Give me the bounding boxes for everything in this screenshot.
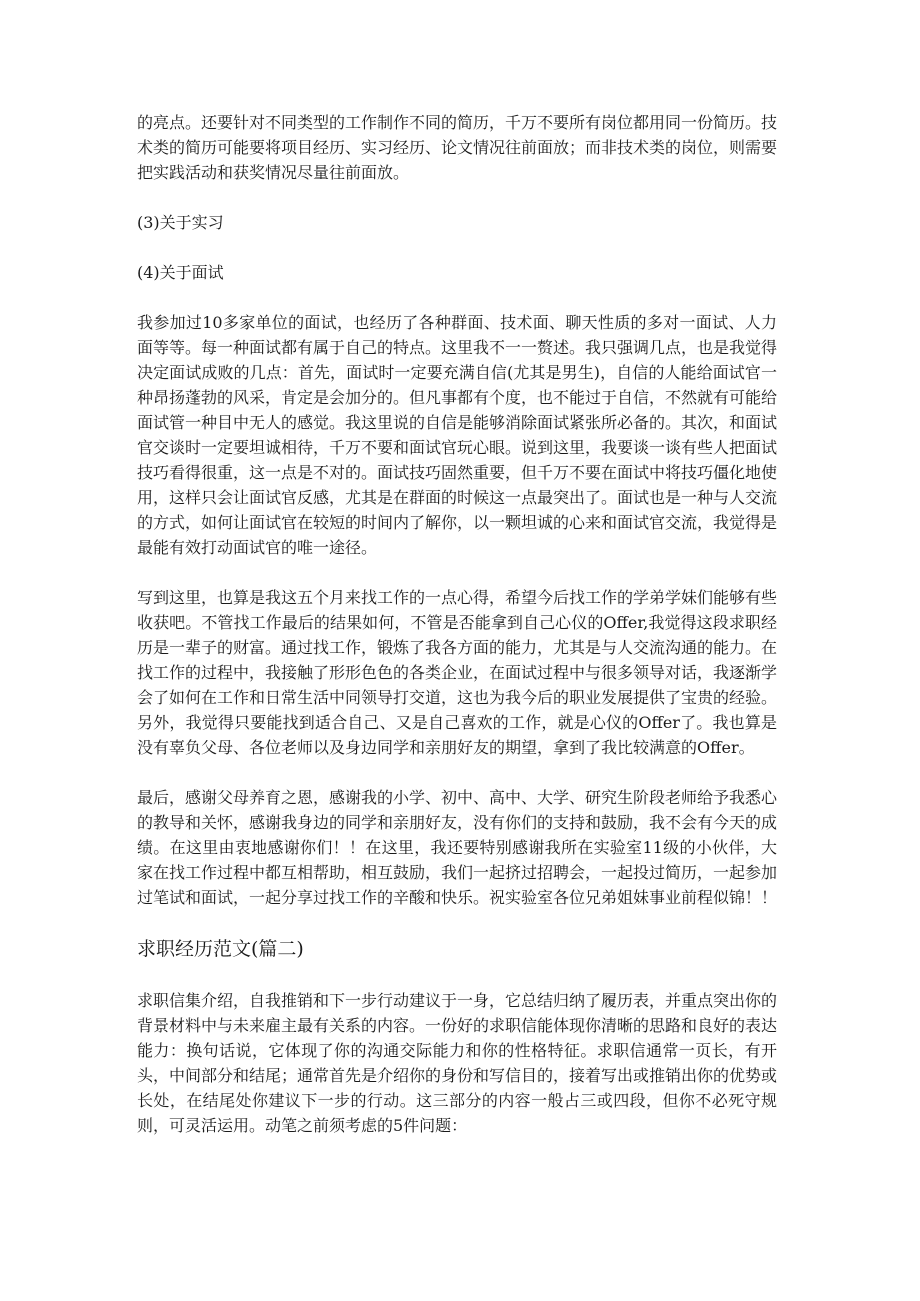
thanks-paragraph: 最后，感谢父母养育之恩，感谢我的小学、初中、高中、大学、研究生阶段老师给予我悉心的教导和关怀，感谢我身边的同学和亲朋好友，没有你们的支持和鼓励，我不会有今天的成绩。在这里由衷地感谢你们！！在这里，我还要特别感谢我所在实验室11级的小伙伴，大家在找工作过程中都互相帮助，相互鼓励，我们一起挤过招聘会，一起投过简历，一起参加过笔试和面试，一起分享过找工作的辛酸和快乐。祝实验室各位兄弟姐妹事业前程似锦！！	[137, 788, 778, 907]
cover-letter-paragraph: 求职信集介绍，自我推销和下一步行动建议于一身，它总结归纳了履历表，并重点突出你的背景材料中与未来雇主最有关系的内容。一份好的求职信能体现你清晰的思路和良好的表达能力：换句话说，它体现了你的沟通交际能力和你的性格特征。求职信通常一页长，有开头，中间部分和结尾；通常首先是介绍你的身份和写信目的，接着写出或推销出你的优势或长处，在结尾处你建议下一步的行动。这三部分的内容一般占三或四段，但你不必死守规则，可灵活运用。动笔之前须考虑的5件问题：	[137, 991, 778, 1135]
reflection-paragraph: 写到这里，也算是我这五个月来找工作的一点心得，希望今后找工作的学弟学妹们能够有些收获吧。不管找工作最后的结果如何，不管是否能拿到自己心仪的Offer,我觉得这段求职经历是一辈子的财富。通过找工作，锻炼了我各方面的能力，尤其是与人交流沟通的能力。在找工作的过程中，我接触了形形色色的各类企业，在面试过程中与很多领导对话，我逐渐学会了如何在工作和日常生活中同领导打交道，这也为我今后的职业发展提供了宝贵的经验。另外，我觉得只要能找到适合自己、又是自己喜欢的工作，就是心仪的Offer了。我也算是没有辜负父母、各位老师以及身边同学和亲朋好友的期望，拿到了我比较满意的Offer。	[137, 588, 778, 757]
resume-tips-paragraph: 的亮点。还要针对不同类型的工作制作不同的简历，千万不要所有岗位都用同一份简历。技术类的简历可能要将项目经历、实习经历、论文情况往前面放；而非技术类的岗位，则需要把实践活动和获奖情况尽量往前面放。	[137, 113, 778, 182]
interview-paragraph: 我参加过10多家单位的面试，也经历了各种群面、技术面、聊天性质的多对一面试、人力面等等。每一种面试都有属于自己的特点。这里我不一一赘述。我只强调几点，也是我觉得决定面试成败的几点：首先，面试时一定要充满自信(尤其是男生)，自信的人能给面试官一种昂扬蓬勃的风采，肯定是会加分的。但凡事都有个度，也不能过于自信，不然就有可能给面试管一种目中无人的感觉。我这里说的自信是能够消除面试紧张所必备的。其次，和面试官交谈时一定要坦诚相待，千万不要和面试官玩心眼。说到这里，我要谈一谈有些人把面试技巧看得很重，这一点是不对的。面试技巧固然重要，但千万不要在面试中将技巧僵化地使用，这样只会让面试官反感，尤其是在群面的时候这一点最突出了。面试也是一种与人交流的方式，如何让面试官在较短的时间内了解你，以一颗坦诚的心来和面试官交流，我觉得是最能有效打动面试官的唯一途径。	[137, 313, 778, 557]
heading-internship: (3)关于实习	[137, 213, 224, 232]
heading-interview: (4)关于面试	[137, 263, 224, 282]
document-page	[137, 110, 777, 1138]
section-title: 求职经历范文(篇二)	[137, 938, 304, 960]
